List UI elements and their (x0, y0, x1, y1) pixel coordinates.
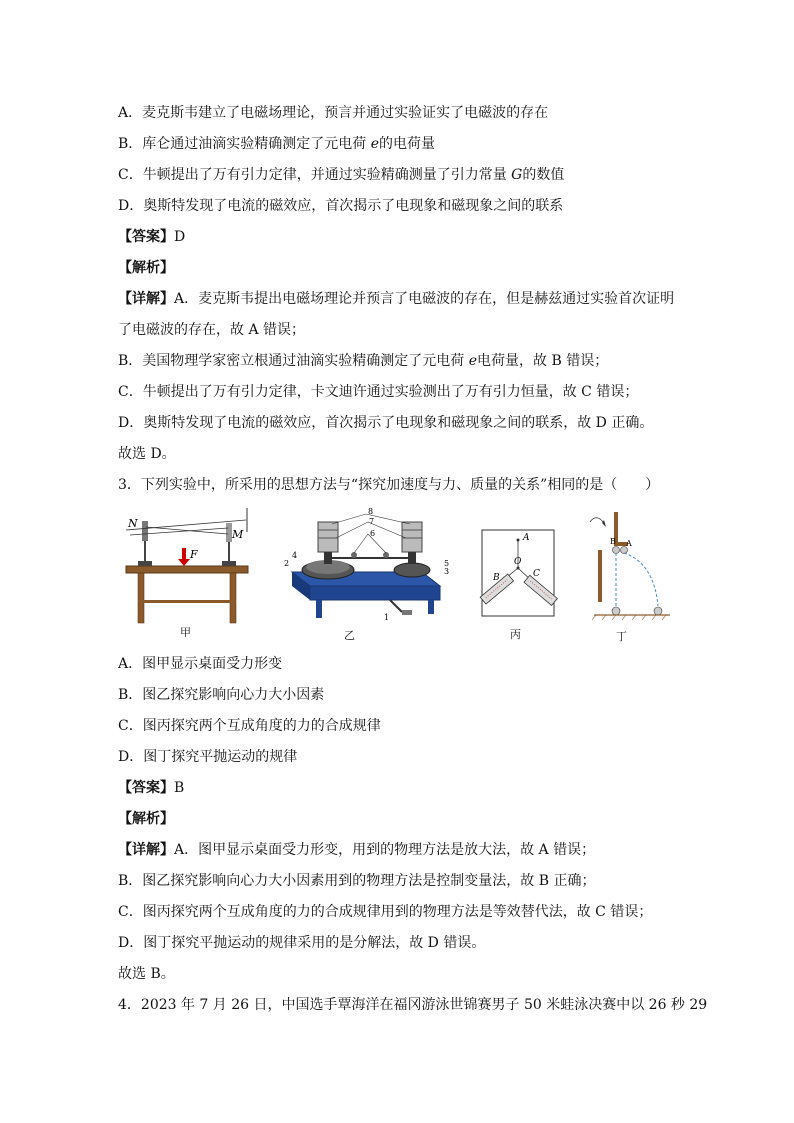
q3-option-c: C．图丙探究两个互成角度的力的合成规律 (118, 718, 381, 734)
q3-option-d: D．图丁探究平抛运动的规律 (118, 749, 298, 765)
q3-answer: 【答案】B (118, 780, 185, 796)
bing-a-label: A (523, 533, 530, 543)
q2-option-c: C．牛顿提出了万有引力定律，并通过实验精确测量了引力常量 G的数值 (118, 167, 565, 183)
yi-label-2: 2 (284, 559, 290, 568)
jia-n-label: N (128, 517, 138, 530)
q2-conclusion: 故选 D。 (118, 446, 176, 462)
yi-label-4: 4 (292, 551, 298, 560)
q2-option-d: D．奥斯特发现了电流的磁效应，首次揭示了电现象和磁现象之间的联系 (118, 198, 564, 214)
jia-f-label: F (190, 548, 198, 561)
yi-label-1: 1 (384, 613, 390, 622)
q2-detail-c: C．牛顿提出了万有引力定律，卡文迪许通过实验测出了万有引力恒量，故 C 错误； (118, 384, 639, 400)
figure-ding (584, 508, 674, 626)
q2-detail-b: B．美国物理学家密立根通过油滴实验精确测定了元电荷 e电荷量，故 B 错误； (118, 353, 609, 369)
figure-jia-caption: 甲 (180, 626, 191, 639)
figure-jia (122, 504, 252, 639)
figure-bing (465, 524, 565, 624)
q3-detail-b: B．图乙探究影响向心力大小因素用到的物理方法是控制变量法，故 B 正确； (118, 873, 596, 889)
q2-answer: 【答案】D (118, 229, 186, 245)
figure-bing-caption: 丙 (510, 628, 521, 641)
q3-detail-a: 【详解】A．图甲显示桌面受力形变，用到的物理方法是放大法，故 A 错误； (118, 842, 596, 858)
figure-yi (280, 508, 450, 632)
bing-o-label: O (514, 557, 522, 567)
q2-detail-d: D．奥斯特发现了电流的磁效应，首次揭示了电现象和磁现象之间的联系，故 D 正确。 (118, 415, 654, 431)
q3-option-b: B．图乙探究影响向心力大小因素 (118, 687, 325, 703)
yi-label-6: 6 (370, 529, 376, 538)
jia-m-label: M (232, 528, 244, 541)
q3-detail-d: D．图丁探究平抛运动的规律采用的是分解法，故 D 错误。 (118, 935, 486, 951)
ding-a-label: A (626, 539, 632, 548)
yi-label-8: 8 (368, 508, 374, 516)
q3-detail-c: C．图丙探究两个互成角度的力的合成规律用到的物理方法是等效替代法，故 C 错误； (118, 904, 653, 920)
q2-option-a: A．麦克斯韦建立了电磁场理论，预言并通过实验证实了电磁波的存在 (118, 105, 549, 121)
q2-detail-a2: 了电磁波的存在，故 A 错误； (118, 322, 306, 338)
ding-b-label: B (610, 537, 616, 546)
q3-analysis-label: 【解析】 (118, 811, 174, 827)
q2-analysis-label: 【解析】 (118, 260, 174, 276)
bing-b-label: B (493, 573, 500, 583)
yi-label-7: 7 (369, 517, 375, 526)
yi-label-5: 5 (444, 559, 450, 568)
q3-stem: 3．下列实验中，所采用的思想方法与“探究加速度与力、质量的关系”相同的是（ ） (118, 477, 660, 493)
q3-conclusion: 故选 B。 (118, 966, 175, 982)
bing-c-label: C (533, 569, 540, 579)
q2-option-b: B．库仑通过油滴实验精确测定了元电荷 e的电荷量 (118, 136, 436, 152)
q2-detail-a1: 【详解】A．麦克斯韦提出电磁场理论并预言了电磁波的存在，但是赫兹通过实验首次证明 (118, 291, 675, 307)
yi-label-3: 3 (444, 567, 450, 576)
q3-option-a: A．图甲显示桌面受力形变 (118, 656, 283, 672)
figure-ding-caption: 丁 (616, 630, 627, 643)
figure-yi-caption: 乙 (344, 629, 355, 642)
q4-stem: 4．2023 年 7 月 26 日，中国选手覃海洋在福冈游泳世锦赛男子 50 米蛙泳决赛中以 26 秒 29 (118, 997, 708, 1013)
